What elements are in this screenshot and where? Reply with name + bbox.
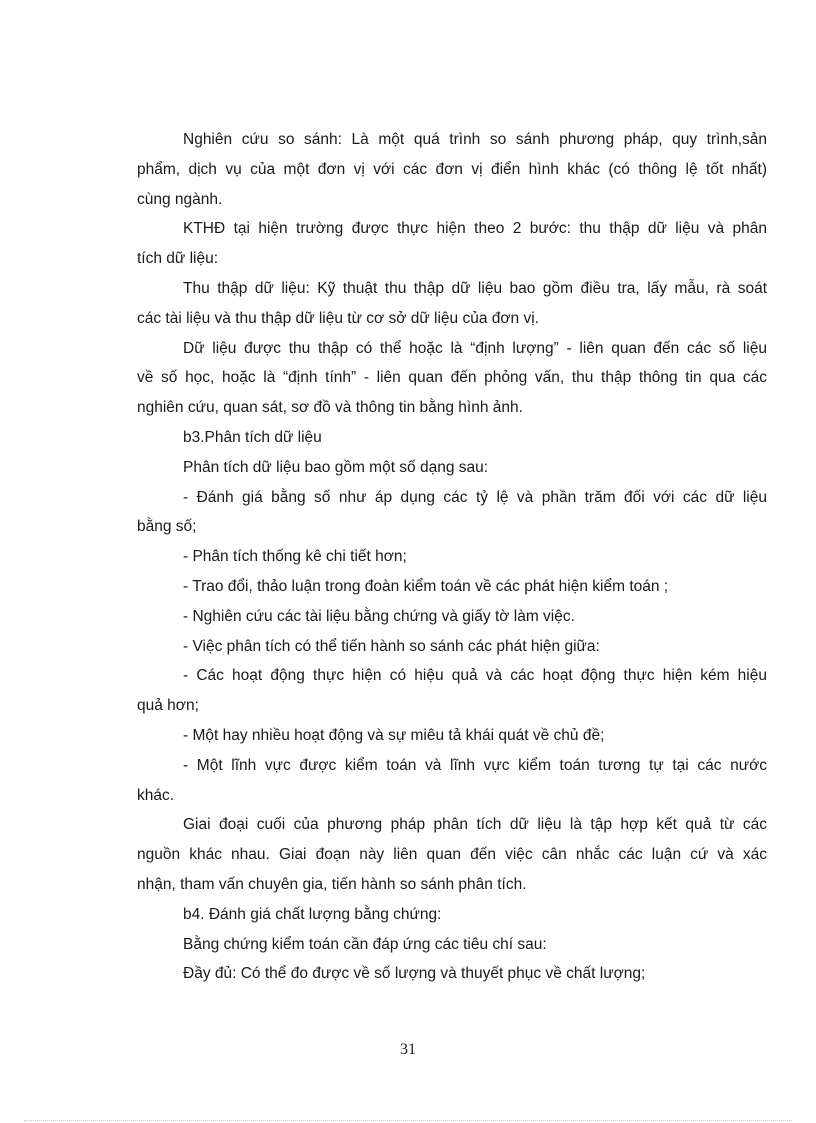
text-line: về số học, hoặc là “định tính” - liên quan đến phỏng vấn, thu thập thông tin qua các xyxy=(137,369,767,387)
section-heading: b4. Đánh giá chất lượng bằng chứng: xyxy=(183,905,442,923)
text-line: Giai đoại cuối của phương pháp phân tích dữ liệu là tập hợp kết quả từ các xyxy=(183,816,767,834)
text-line: Bằng chứng kiểm toán cần đáp ứng các tiêu chí sau: xyxy=(183,935,547,953)
list-item: - Đánh giá bằng số như áp dụng các tỷ lệ và phần trăm đối với các dữ liệu xyxy=(183,488,767,506)
text-line: tích dữ liệu: xyxy=(137,250,219,268)
text-line: Nghiên cứu so sánh: Là một quá trình so sánh phương pháp, quy trình,sản xyxy=(183,131,767,148)
text-line: các tài liệu và thu thập dữ liệu từ cơ sở dữ liệu của đơn vị. xyxy=(137,309,539,327)
list-item-continuation: bằng số; xyxy=(137,518,197,536)
page-number: 31 xyxy=(400,1041,416,1058)
text-line: cùng ngành. xyxy=(137,190,223,208)
text-line: Thu thập dữ liệu: Kỹ thuật thu thập dữ liệu bao gồm điều tra, lấy mẫu, rà soát xyxy=(183,279,767,297)
text-line: Dữ liệu được thu thập có thể hoặc là “định lượng” - liên quan đến các số liệu xyxy=(183,339,767,357)
text-line: nghiên cứu, quan sát, sơ đồ và thông tin bằng hình ảnh. xyxy=(137,399,523,417)
text-line: phẩm, dịch vụ của một đơn vị với các đơn vị điển hình khác (có thông lệ tốt nhất) xyxy=(137,160,767,178)
page-edge-divider xyxy=(24,1120,792,1121)
text-line: Đầy đủ: Có thể đo được về số lượng và thuyết phục về chất lượng; xyxy=(183,965,646,983)
list-item: - Việc phân tích có thể tiến hành so sánh các phát hiện giữa: xyxy=(183,637,600,655)
list-item: - Nghiên cứu các tài liệu bằng chứng và giấy tờ làm việc. xyxy=(183,607,575,625)
text-line: KTHĐ tại hiện trường được thực hiện theo 2 bước: thu thập dữ liệu và phân xyxy=(183,220,767,238)
list-item: - Một hay nhiều hoạt động và sự miêu tả khái quát về chủ đề; xyxy=(183,726,605,744)
list-item-continuation: khác. xyxy=(137,786,175,804)
body-text xyxy=(137,125,767,989)
list-item: - Trao đổi, thảo luận trong đoàn kiểm toán về các phát hiện kiểm toán ; xyxy=(183,577,669,595)
text-line: nhận, tham vấn chuyên gia, tiến hành so sánh phân tích. xyxy=(137,875,527,893)
list-item: - Một lĩnh vực được kiểm toán và lĩnh vực kiểm toán tương tự tại các nước xyxy=(183,756,767,774)
text-line: Phân tích dữ liệu bao gồm một số dạng sau: xyxy=(183,458,489,476)
list-item-continuation: quả hơn; xyxy=(137,697,199,715)
list-item: - Các hoạt động thực hiện có hiệu quả và các hoạt động thực hiện kém hiệu xyxy=(183,667,767,685)
section-heading: b3.Phân tích dữ liệu xyxy=(183,428,322,446)
text-line: nguồn khác nhau. Giai đoạn này liên quan đến việc cân nhắc các luận cứ và xác xyxy=(137,846,767,864)
list-item: - Phân tích thống kê chi tiết hơn; xyxy=(183,548,407,566)
